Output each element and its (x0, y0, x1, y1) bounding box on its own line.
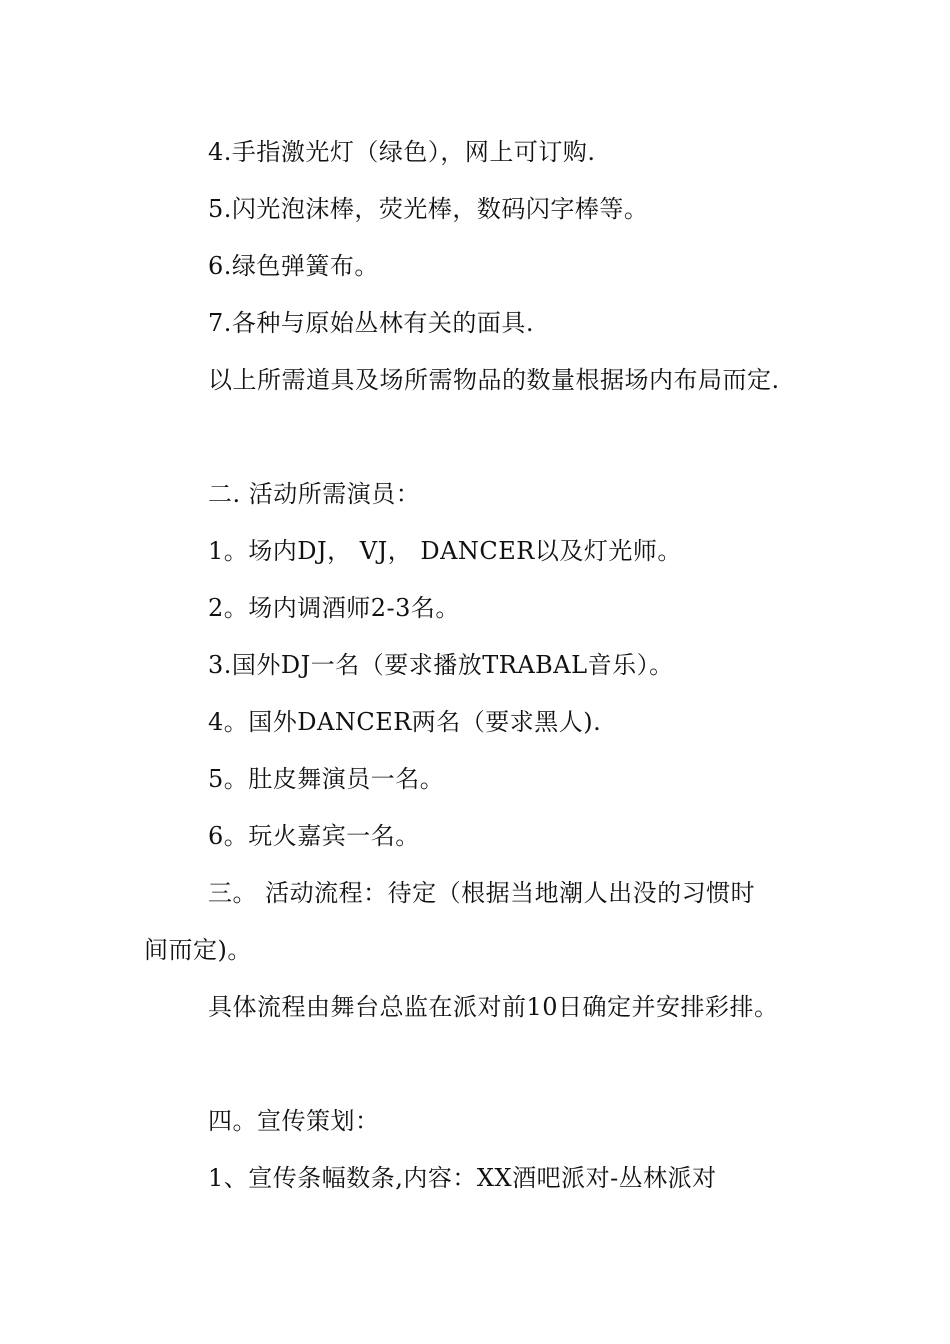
performer-item-2: 2。场内调酒师2-3名。 (208, 594, 460, 622)
prop-item-7: 7.各种与原始丛林有关的面具. (208, 309, 535, 337)
process-note: 具体流程由舞台总监在派对前10日确定并安排彩排。 (208, 993, 779, 1021)
prop-item-6: 6.绿色弹簧布。 (208, 252, 379, 280)
prop-item-5: 5.闪光泡沫棒，荧光棒，数码闪字棒等。 (208, 195, 649, 223)
performer-item-6: 6。玩火嘉宾一名。 (208, 822, 420, 850)
section-heading-process-continued: 间而定)。 (144, 936, 252, 964)
prop-item-4: 4.手指激光灯（绿色），网上可订购. (208, 138, 596, 166)
performer-item-4: 4。国外DANCER两名（要求黑人). (208, 708, 602, 736)
props-note: 以上所需道具及场所需物品的数量根据场内布局而定. (208, 366, 780, 394)
performer-item-5: 5。肚皮舞演员一名。 (208, 765, 445, 793)
performer-item-1: 1。场内DJ， VJ， DANCER以及灯光师。 (208, 537, 682, 565)
promotion-item-1: 1、宣传条幅数条,内容：XX酒吧派对-丛林派对 (208, 1164, 717, 1192)
performer-item-3: 3.国外DJ一名（要求播放TRABAL音乐）。 (208, 651, 674, 679)
section-heading-process: 三。 活动流程：待定（根据当地潮人出没的习惯时 (208, 879, 756, 907)
section-heading-performers: 二. 活动所需演员： (208, 480, 421, 508)
section-heading-promotion: 四。宣传策划： (208, 1107, 380, 1135)
